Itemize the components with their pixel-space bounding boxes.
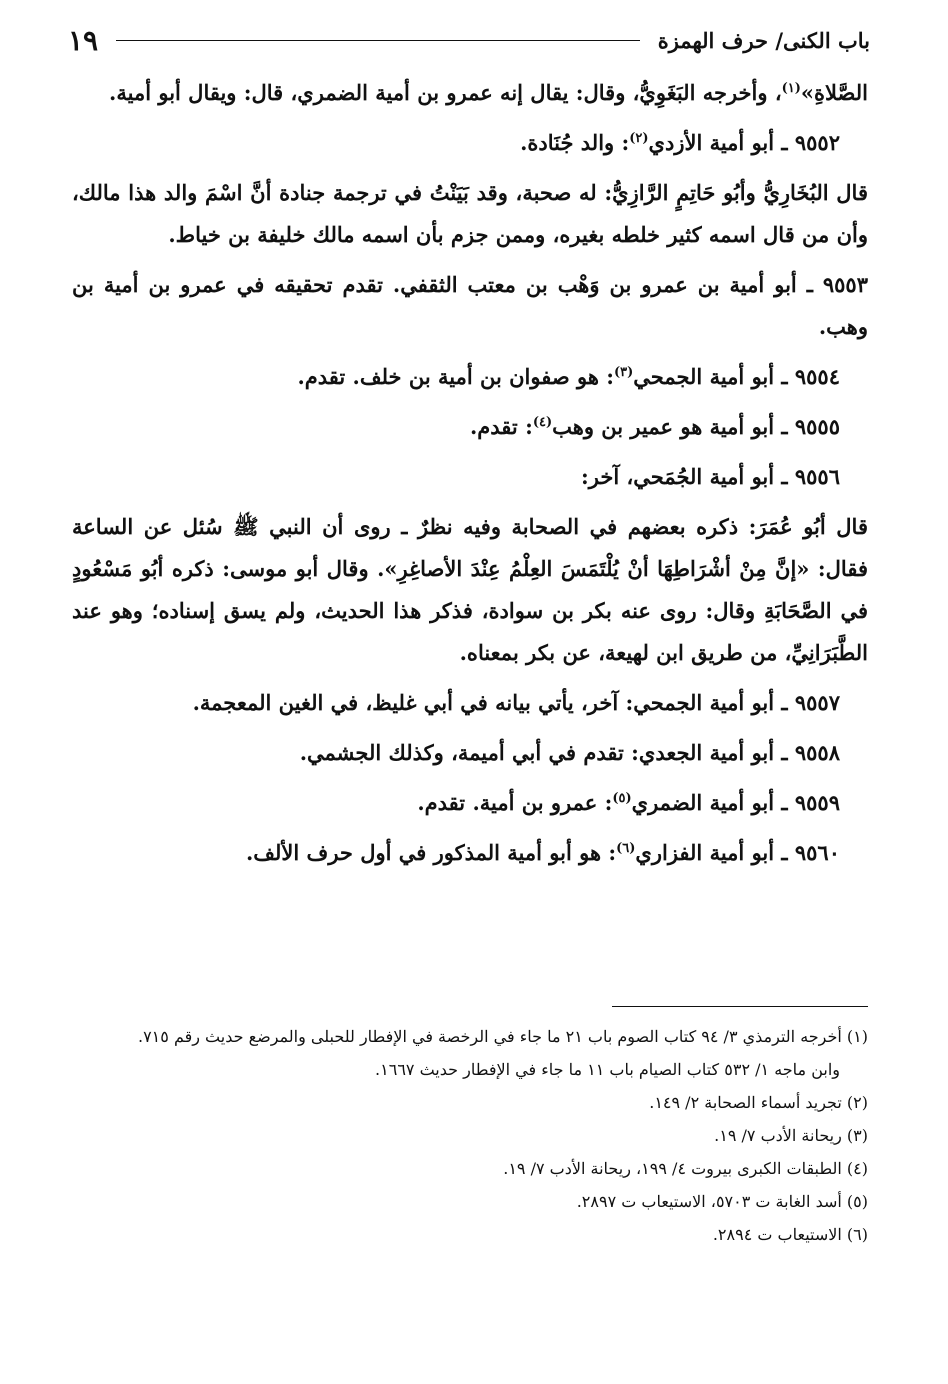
page-header — [68, 18, 870, 62]
entry-9553: ٩٥٥٣ ـ أبو أمية بن عمرو بن وَهْب بن معتب الثقفي. تقدم تحقيقه في عمرو بن أمية بن وهب. — [72, 272, 868, 339]
entry-9558: ٩٥٥٨ ـ أبو أمية الجعدي: تقدم في أبي أميمة، وكذلك الجشمي. — [299, 740, 840, 765]
entry-9560: ٩٥٦٠ ـ أبو أمية الفزاري$^{(٦)}$: هو أبو أمية المذكور في أول حرف الألف. — [245, 840, 840, 865]
paragraph-abu-umar: قال أبُو عُمَرَ: ذكره بعضهم في الصحابة وفيه نظرٌ ـ روى أن النبي ﷺ سُئل عن الساعة فقال: «إنَّ مِنْ أشْرَاطِهَا أنْ يُلْتَمَسَ العِلْمُ عِنْدَ الأصاغِرِ». وقال أبو موسى: ذكره أبُو مَسْعُودٍ في الصَّحَابَةِ وقال: روى عنه بكر بن سوادة، فذكر هذا الحديث، ولم يسق إسناده؛ وهو عند الطَّبَرَانِيِّ، من طريق ابن لهيعة، عن بكر بمعناه. — [72, 514, 868, 665]
footnote-1: (١) أخرجه الترمذي ٣/ ٩٤ كتاب الصوم باب ٢١ ما جاء في الرخصة في الإفطار للحبلى والمرضع حديث رقم ٧١٥. — [137, 1027, 868, 1046]
footnote-separator — [612, 1006, 868, 1007]
footnote-6: (٦) الاستيعاب ت ٢٨٩٤. — [712, 1225, 868, 1244]
main-text — [72, 72, 868, 882]
footnote-ref: (١) — [781, 81, 801, 96]
header-rule — [116, 40, 640, 41]
running-title: باب الكنى/ حرف الهمزة — [657, 27, 870, 53]
entry-9552: ٩٥٥٢ ـ أبو أمية الأزدي$^{(٢)}$: والد جُنَادة. — [520, 130, 840, 155]
footnote-5: (٥) أسد الغابة ت ٥٧٠٣، الاستيعاب ت ٢٨٩٧. — [576, 1192, 868, 1211]
entry-9557: ٩٥٥٧ ـ أبو أمية الجمحي: آخر، يأتي بيانه في أبي غليظ، في الغين المعجمة. — [192, 690, 840, 715]
footnote-1-continuation: وابن ماجه ١/ ٥٣٢ كتاب الصيام باب ١١ ما جاء في الإفطار حديث ١٦٦٧. — [375, 1060, 840, 1079]
entry-9555: ٩٥٥٥ ـ أبو أمية هو عمير بن وهب$^{(٤)}$: تقدم. — [469, 414, 840, 439]
footnotes — [72, 1020, 868, 1251]
entry-9556: ٩٥٥٦ ـ أبو أمية الجُمَحي، آخر: — [581, 464, 840, 489]
footnote-4: (٤) الطبقات الكبرى بيروت ٤/ ١٩٩، ريحانة الأدب ٧/ ١٩. — [503, 1159, 868, 1178]
footnote-ref: (٥) — [612, 791, 632, 806]
page-number: ١٩ — [68, 23, 99, 57]
footnote-ref: (٤) — [532, 415, 553, 430]
footnote-ref: (٣) — [613, 365, 634, 380]
footnote-ref: (٦) — [616, 841, 636, 856]
footnote-2: (٢) تجريد أسماء الصحابة ٢/ ١٤٩. — [649, 1093, 868, 1112]
entry-9554: ٩٥٥٤ ـ أبو أمية الجمحي$^{(٣)}$: هو صفوان بن أمية بن خلف. تقدم. — [297, 364, 840, 389]
paragraph-continuation: الصَّلاةِ»$^{(١)}$، وأخرجه البَغَوِيُّ، وقال: يقال إنه عمرو بن أمية الضمري، قال: ويقال أبو أمية. — [109, 80, 868, 105]
footnote-3: (٣) ريحانة الأدب ٧/ ١٩. — [714, 1126, 868, 1145]
entry-9559: ٩٥٥٩ ـ أبو أمية الضمري$^{(٥)}$: عمرو بن أمية. تقدم. — [417, 790, 840, 815]
paragraph-bukhari: قال البُخَارِيُّ وأبُو حَاتِمٍ الرَّازِيُّ: له صحبة، وقد بَيَنْتُ في ترجمة جنادة أنَّ اسْمَ والد هذا مالك، وأن من قال اسمه كثير خلطه بغيره، وممن جزم بأن اسمه مالك خليفة بن خياط. — [72, 180, 868, 247]
footnote-ref: (٢) — [629, 131, 649, 146]
